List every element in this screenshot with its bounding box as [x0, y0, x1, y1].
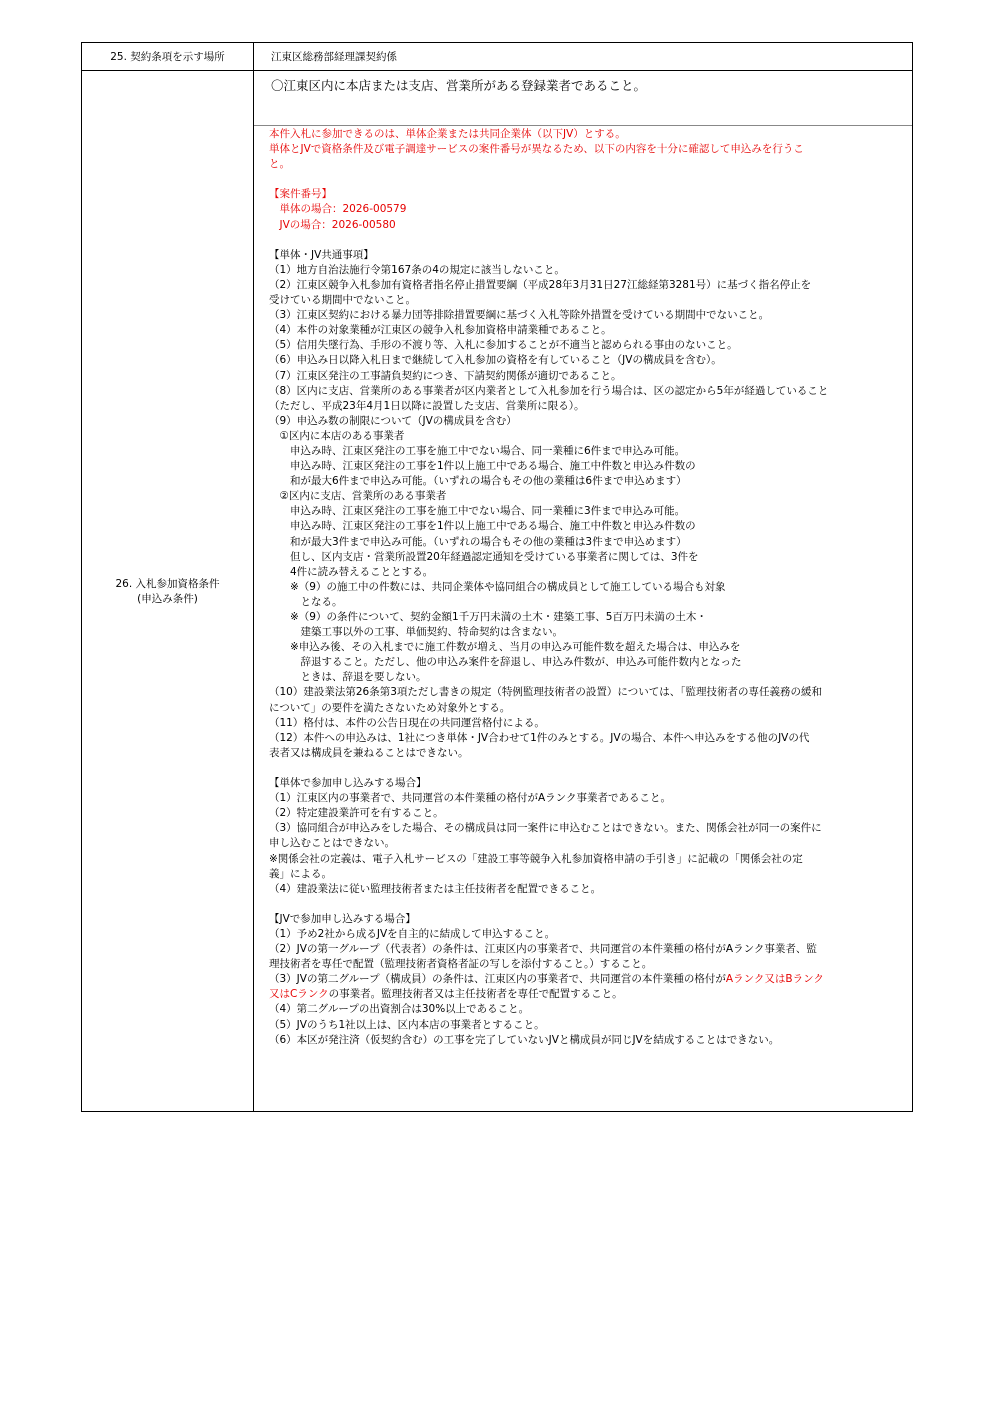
- detail-line: [269, 1018, 909, 1033]
- detail-line: [269, 580, 909, 595]
- detail-line: [269, 278, 909, 293]
- detail-text: （11）格付は、本件の公告日現在の共同運営格付による。: [269, 716, 545, 729]
- detail-text: 申し込むことはできない。: [269, 837, 395, 850]
- detail-line: [269, 595, 909, 610]
- detail-text: 申込み時、江東区発注の工事を施工中でない場合、同一業種に3件まで申込み可能。: [269, 505, 686, 518]
- detail-line: [269, 912, 909, 927]
- detail-line: [269, 746, 909, 761]
- detail-line: [269, 670, 909, 685]
- detail-line: [269, 1002, 909, 1017]
- detail-line: [269, 761, 909, 776]
- detail-text: 申込み時、江東区発注の工事を1件以上施工中である場合、施工中件数と申込み件数の: [269, 460, 696, 473]
- detail-text: 【単体で参加申し込みする場合】: [269, 777, 427, 790]
- detail-line: [269, 218, 909, 233]
- row26-label-line2: (申込み条件): [137, 593, 198, 605]
- detail-text: （9）申込み数の制限について（JVの構成員を含む）: [269, 414, 517, 427]
- detail-text: JVの場合：2026-00580: [269, 218, 396, 231]
- row26-label-line1: 26. 入札参加資格条件: [115, 578, 220, 590]
- detail-line: [269, 685, 909, 700]
- detail-line: [269, 942, 909, 957]
- detail-text-tail: の事業者。監理技術者又は主任技術者を専任で配置すること。: [328, 988, 623, 1001]
- detail-line: [269, 308, 909, 323]
- condition-divider: [254, 125, 912, 126]
- detail-text: 但し、区内支店・営業所設置20年経過認定通知を受けている事業者に関しては、3件を: [269, 550, 699, 563]
- detail-text: 表者又は構成員を兼ねることはできない。: [269, 746, 469, 759]
- detail-text: 建築工事以外の工事、単価契約、特命契約は含まない。: [269, 626, 563, 639]
- conditions-table: [81, 42, 913, 1112]
- detail-text: 【単体・JV共通事項】: [269, 248, 374, 261]
- detail-text: （1）江東区内の事業者で、共同運営の本件業種の格付がAランク事業者であること。: [269, 792, 671, 805]
- location-condition: 〇江東区内に本店または支店、営業所がある登録業者であること。: [271, 78, 647, 93]
- detail-line: [269, 489, 909, 504]
- detail-line: [269, 535, 909, 550]
- detail-text: 義」による。: [269, 867, 332, 880]
- detail-line: [269, 187, 909, 202]
- detail-line: [269, 1033, 909, 1048]
- detail-line: [269, 323, 909, 338]
- detail-line: [269, 202, 909, 217]
- detail-text: 辞退すること。ただし、他の申込み案件を辞退し、申込み件数が、申込み可能件数内となった: [269, 656, 742, 669]
- detail-text: （3）協同組合が申込みをした場合、その構成員は同一案件に申込むことはできない。また、関係会社が同一の案件に: [269, 822, 822, 835]
- detail-text: 和が最大6件まで申込み可能。（いずれの場合もその他の業種は6件まで申込めます）: [269, 475, 687, 488]
- detail-line: [269, 972, 909, 987]
- detail-text: （3）江東区契約における暴力団等排除措置要綱に基づく入札等除外措置を受けている期間中でないこと。: [269, 309, 770, 322]
- detail-text: 4件に読み替えることとする。: [269, 565, 434, 578]
- detail-text: （4）建設業法に従い監理技術者または主任技術者を配置できること。: [269, 882, 602, 895]
- eligibility-details: [269, 127, 909, 1048]
- highlight-text: Aランク又はBランク: [725, 973, 824, 986]
- detail-text: 単体とJVで資格条件及び電子調達サービスの案件番号が異なるため、以下の内容を十分に確認して申込みを行うこ: [269, 143, 804, 156]
- detail-line: [269, 172, 909, 187]
- detail-line: [269, 987, 909, 1002]
- detail-line: [269, 429, 909, 444]
- detail-line: [269, 610, 909, 625]
- detail-line: [269, 399, 909, 414]
- detail-line: [269, 414, 909, 429]
- detail-line: [269, 731, 909, 746]
- detail-line: [269, 655, 909, 670]
- detail-line: [269, 791, 909, 806]
- detail-text: 和が最大3件まで申込み可能。（いずれの場合もその他の業種は3件まで申込めます）: [269, 535, 687, 548]
- detail-text: （6）申込み日以降入札日まで継続して入札参加の資格を有していること（JVの構成員を含む）。: [269, 354, 722, 367]
- detail-text: 【JVで参加申し込みする場合】: [269, 912, 416, 925]
- detail-text: 受けている期間中でないこと。: [269, 294, 416, 307]
- detail-text: ※関係会社の定義は、電子入札サービスの「建設工事等競争入札参加資格申請の手引き」に記載の「関係会社の定: [269, 852, 803, 865]
- detail-line: [269, 565, 909, 580]
- detail-line: [269, 806, 909, 821]
- detail-text: ※（9）の条件について、契約金額1千万円未満の土木・建築工事、5百万円未満の土木・: [269, 611, 707, 623]
- detail-text: （7）江東区発注の工事請負契約につき、下請契約関係が適切であること。: [269, 369, 622, 382]
- detail-text: （5）信用失墜行為、手形の不渡り等、入札に参加することが不適当と認められる事由のないこと。: [269, 339, 738, 352]
- detail-line: [269, 821, 909, 836]
- detail-text: ときは、辞退を要しない。: [269, 671, 427, 684]
- detail-line: [269, 716, 909, 731]
- detail-text: （1）地方自治法施行令第167条の4の規定に該当しないこと。: [269, 263, 565, 276]
- detail-text: について」の要件を満たさないため対象外とする。: [269, 701, 511, 714]
- detail-text: （12）本件への申込みは、1社につき単体・JV合わせて1件のみとする。JVの場合、本件へ申込みをする他のJVの代: [269, 731, 810, 744]
- detail-line: [269, 157, 909, 172]
- detail-line: [269, 474, 909, 489]
- detail-line: [269, 867, 909, 882]
- detail-line: [269, 519, 909, 534]
- detail-line: [269, 444, 909, 459]
- detail-line: [269, 384, 909, 399]
- detail-text: （3）JVの第二グループ（構成員）の条件は、江東区内の事業者で、共同運営の本件業種の格付が: [269, 973, 726, 986]
- detail-line: [269, 701, 909, 716]
- detail-line: [269, 353, 909, 368]
- detail-text: 本件入札に参加できるのは、単体企業または共同企業体（以下JV）とする。: [269, 128, 626, 140]
- detail-line: [269, 897, 909, 912]
- detail-text: （2）特定建設業許可を有すること。: [269, 807, 444, 820]
- detail-text: 単体の場合：2026-00579: [269, 203, 407, 216]
- row26-label: [82, 577, 253, 607]
- detail-line: [269, 836, 909, 851]
- detail-text: （4）第二グループの出資割合は30%以上であること。: [269, 1003, 530, 1016]
- detail-text: ②区内に支店、営業所のある事業者: [269, 490, 447, 503]
- detail-text: （4）本件の対象業種が江東区の競争入札参加資格申請業種であること。: [269, 324, 612, 337]
- detail-text: 理技術者を専任で配置（監理技術者資格者証の写しを添付すること。）すること。: [269, 958, 653, 971]
- detail-text: （5）JVのうち1社以上は、区内本店の事業者とすること。: [269, 1018, 545, 1031]
- detail-line: [269, 369, 909, 384]
- detail-text: 申込み時、江東区発注の工事を施工中でない場合、同一業種に6件まで申込み可能。: [269, 444, 686, 457]
- detail-line: [269, 338, 909, 353]
- detail-text: ※（9）の施工中の件数には、共同企業体や協同組合の構成員として施工している場合も対象: [269, 580, 726, 593]
- detail-text: （6）本区が発注済（仮契約含む）の工事を完了していないJVと構成員が同じJVを結成することはできない。: [269, 1033, 780, 1046]
- detail-line: [269, 459, 909, 474]
- detail-line: [269, 852, 909, 867]
- detail-text: （8）区内に支店、営業所のある事業者が区内業者として入札参加を行う場合は、区の認定から5年が経過していること: [269, 384, 829, 397]
- column-divider: [253, 43, 254, 1111]
- detail-text: ①区内に本店のある事業者: [269, 429, 405, 442]
- detail-text: （ただし、平成23年4月1日以降に設置した支店、営業所に限る）。: [269, 399, 585, 412]
- detail-line: [269, 625, 909, 640]
- highlight-text: 又はCランク: [269, 988, 329, 1001]
- detail-line: [269, 248, 909, 263]
- detail-text: 申込み時、江東区発注の工事を1件以上施工中である場合、施工中件数と申込み件数の: [269, 520, 696, 533]
- detail-line: [269, 263, 909, 278]
- detail-text: となる。: [269, 595, 343, 608]
- detail-line: [269, 293, 909, 308]
- detail-text: 【案件番号】: [269, 188, 332, 201]
- row-divider: [82, 70, 912, 71]
- detail-line: [269, 233, 909, 248]
- detail-text: と。: [269, 158, 290, 171]
- detail-line: [269, 504, 909, 519]
- detail-line: [269, 776, 909, 791]
- detail-line: [269, 927, 909, 942]
- detail-text: （2）JVの第一グループ（代表者）の条件は、江東区内の事業者で、共同運営の本件業種の格付がAランク事業者、監: [269, 943, 817, 956]
- row25-label: 25. 契約条項を示す場所: [110, 51, 225, 63]
- detail-text: （10）建設業法第26条第3項ただし書きの規定（特例監理技術者の設置）については、「監理技術者の専任義務の緩和: [269, 686, 822, 699]
- detail-line: [269, 127, 909, 142]
- detail-line: [269, 640, 909, 655]
- row25-value: 江東区総務部経理課契約係: [271, 51, 397, 63]
- detail-text: （1）予め2社から成るJVを自主的に結成して申込すること。: [269, 927, 556, 940]
- detail-line: [269, 550, 909, 565]
- detail-line: [269, 882, 909, 897]
- detail-line: [269, 957, 909, 972]
- detail-text: （2）江東区競争入札参加有資格者指名停止措置要綱（平成28年3月31日27江総経第3281号）に基づく指名停止を: [269, 278, 812, 291]
- detail-line: [269, 142, 909, 157]
- detail-text: ※申込み後、その入札までに施工件数が増え、当月の申込み可能件数を超えた場合は、申込みを: [269, 641, 741, 654]
